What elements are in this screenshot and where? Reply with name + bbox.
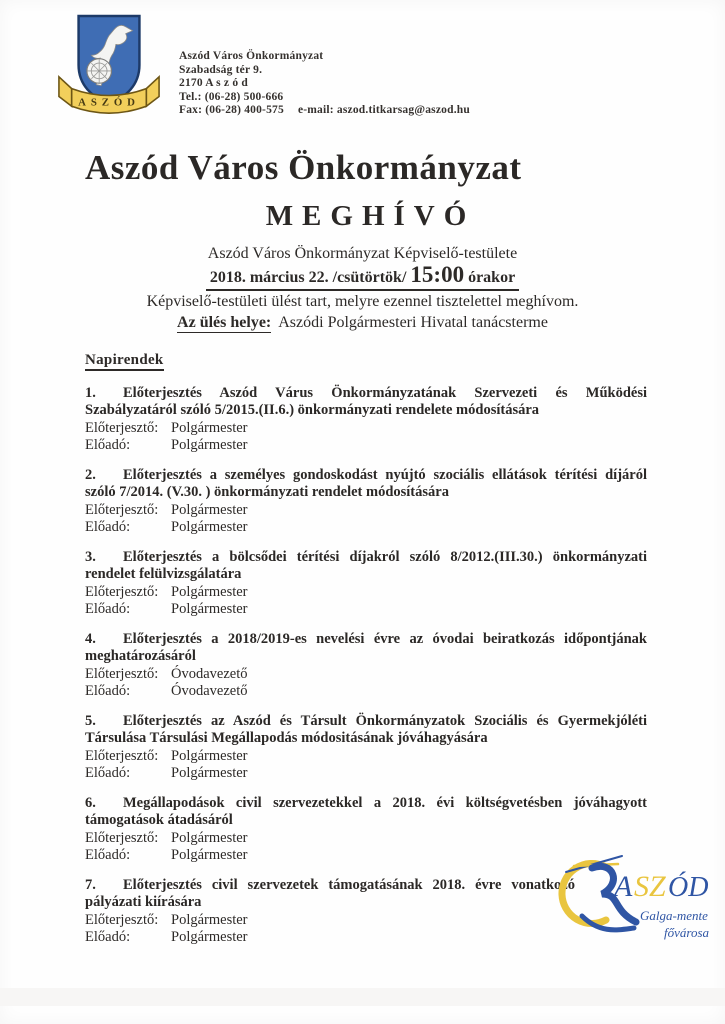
submitter-label: Előterjesztő: [85,748,159,764]
letterhead-text [179,50,470,124]
logo-slogan-line1: Galga-mente [640,908,708,923]
presenter-label: Előadó: [85,437,131,453]
agenda-item-title: 7. Előterjesztés civil szervezetek támogatásának 2018. évre vonatkozó pályázati kiírására [85,877,575,910]
agenda-item-title: 3. Előterjesztés a bölcsődei térítési díjakról szóló 8/2012.(III.30.) önkormányzati rendelet felülvizsgálatára [85,549,647,582]
scan-artifact-band [0,988,725,1006]
submitter-value: Polgármester [171,830,248,846]
logo-letters-sz: SZ [634,870,666,903]
agenda-item-5 [85,713,647,782]
agenda-item-number: 4. [85,631,96,647]
letterhead-address: Szabadság tér 9. [179,63,263,76]
meeting-date: 2018. március 22. /csütörtök/ [209,269,407,286]
letterhead [0,0,725,124]
presenter-label: Előadó: [85,765,131,781]
agenda-heading: Napirendek [85,351,725,369]
document-title: Aszód Város Önkormányzat [85,148,522,187]
crest-banner-text: ASZÓD [78,96,140,109]
agenda-item-title: 4. Előterjesztés a 2018/2019-es nevelési évre az óvodai beiratkozás időpontjának meghatározásáról [85,631,647,664]
presenter-value: Polgármester [171,601,248,617]
agenda-item-title: 6. Megállapodások civil szervezetekkel a 2018. évi költségvetésben jóváhagyott támogatások átadásáról [85,795,647,828]
presenter-label: Előadó: [85,519,131,535]
letterhead-city: 2170 A s z ó d [179,77,248,89]
submitter-label: Előterjesztő: [85,666,159,682]
presenter-value: Polgármester [171,437,248,453]
agenda-item-number: 6. [85,795,96,811]
submitter-value: Polgármester [171,584,248,600]
presenter-value: Polgármester [171,519,248,535]
presenter-label: Előadó: [85,601,131,617]
agenda-item-title: 5. Előterjesztés az Aszód és Társult Önkormányzatok Szociális és Gyermekjóléti Társulása Társulási Megállapodás módositásának jóváhagyására [85,713,647,746]
presenter-value: Óvodavezető [171,683,248,699]
aszod-city-logo [548,850,720,948]
letterhead-fax: Fax: (06-28) 400-575 [179,104,284,116]
meeting-dateline [206,264,519,291]
agenda-item-1 [85,385,647,454]
agenda-item-title: 1. Előterjesztés Aszód Várus Önkormányzatának Szervezeti és Működési Szabályzatáról szóló 5/2015.(II.6.) önkormányzati rendelete módosítására [85,385,647,418]
agenda-item-number: 3. [85,549,96,565]
logo-slogan-line2: fővárosa [664,925,710,940]
intro-line1: Aszód Város Önkormányzat Képviselő-testülete [207,245,518,262]
submitter-label: Előterjesztő: [85,420,159,436]
submitter-label: Előterjesztő: [85,584,159,600]
agenda-item-number: 5. [85,713,96,729]
presenter-label: Előadó: [85,683,131,699]
submitter-value: Polgármester [171,502,248,518]
agenda-item-2 [85,467,647,536]
meeting-time-suffix: órakor [468,269,516,286]
presenter-value: Polgármester [171,847,248,863]
letterhead-org: Aszód Város Önkormányzat [179,50,324,62]
aszod-coat-of-arms-icon [55,12,163,124]
submitter-value: Óvodavezető [171,666,248,682]
submitter-label: Előterjesztő: [85,912,159,928]
logo-letters-od: ÓD [668,872,709,903]
location-label: Az ülés helye: [177,314,272,331]
agenda-item-number: 7. [85,877,96,893]
letterhead-tel: Tel.: (06-28) 500-666 [179,90,284,103]
meeting-time: 15:00 [410,262,465,287]
intro-line2: Képviselő-testületi ülést tart, melyre ezennel tisztelettel meghívom. [146,293,579,310]
presenter-label: Előadó: [85,929,131,945]
submitter-value: Polgármester [171,420,248,436]
letterhead-fax-row [179,104,470,118]
intro-block [0,243,725,333]
letterhead-email: e-mail: aszod.titkarsag@aszod.hu [297,104,470,116]
location-value: Aszódi Polgármesteri Hivatal tanácsterme [278,314,548,331]
presenter-value: Polgármester [171,765,248,781]
submitter-label: Előterjesztő: [85,830,159,846]
submitter-label: Előterjesztő: [85,502,159,518]
submitter-value: Polgármester [171,748,248,764]
agenda-item-4 [85,631,647,700]
agenda-item-number: 2. [85,467,96,483]
document-subtitle: MEGHÍVÓ [265,200,476,232]
agenda-item-title: 2. Előterjesztés a személyes gondoskodást nyújtó szociális ellátások térítési díjáról szóló 7/2014. (V.30. ) önkormányzati rendelet módosítására [85,467,647,500]
agenda-item-number: 1. [85,385,96,401]
presenter-value: Polgármester [171,929,248,945]
logo-letter-a: A [614,870,633,903]
presenter-label: Előadó: [85,847,131,863]
agenda-item-3 [85,549,647,618]
submitter-value: Polgármester [171,912,248,928]
